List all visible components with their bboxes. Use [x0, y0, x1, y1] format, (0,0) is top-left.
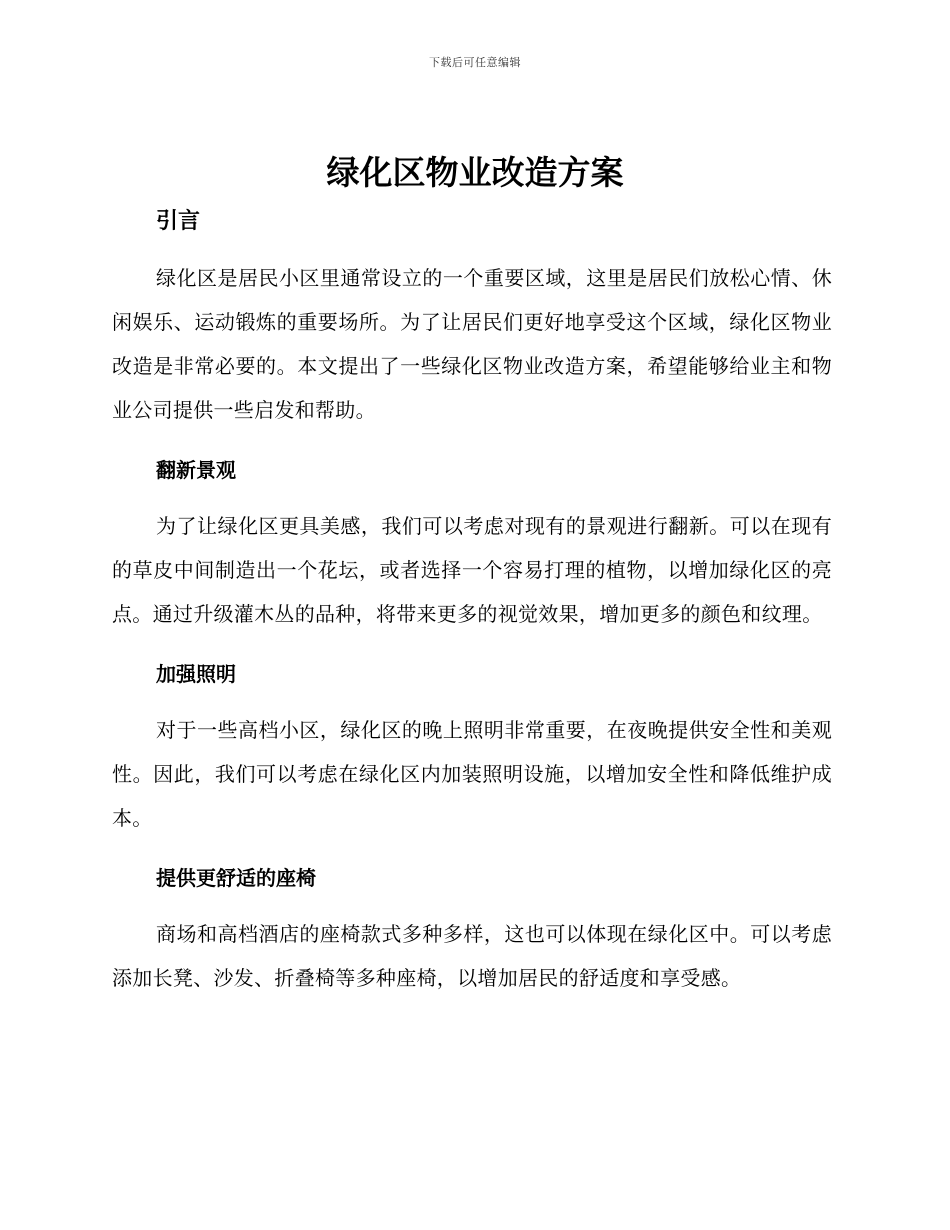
document-body	[112, 200, 832, 1000]
section-heading-lighting: 加强照明	[156, 662, 236, 686]
section-heading-seating: 提供更舒适的座椅	[156, 866, 316, 890]
section-body-landscape: 为了让绿化区更具美感，我们可以考虑对现有的景观进行翻新。可以在现有的草皮中间制造出一个花坛，或者选择一个容易打理的植物，以增加绿化区的亮点。通过升级灌木丛的品种，将带来更多的视觉效果，增加更多的颜色和纹理。	[112, 514, 832, 626]
section-body-seating: 商场和高档酒店的座椅款式多种多样，这也可以体现在绿化区中。可以考虑添加长凳、沙发、折叠椅等多种座椅，以增加居民的舒适度和享受感。	[112, 922, 832, 990]
section-body-lighting: 对于一些高档小区，绿化区的晚上照明非常重要，在夜晚提供安全性和美观性。因此，我们可以考虑在绿化区内加装照明设施，以增加安全性和降低维护成本。	[112, 718, 832, 830]
document-title: 绿化区物业改造方案	[326, 153, 624, 192]
section-heading-landscape: 翻新景观	[156, 458, 236, 482]
section-body-intro: 绿化区是居民小区里通常设立的一个重要区域，这里是居民们放松心情、休闲娱乐、运动锻炼的重要场所。为了让居民们更好地享受这个区域，绿化区物业改造是非常必要的。本文提出了一些绿化区物业改造方案，希望能够给业主和物业公司提供一些启发和帮助。	[112, 266, 832, 422]
section-heading-intro: 引言	[156, 209, 201, 234]
header-note: 下载后可任意编辑	[429, 56, 521, 69]
